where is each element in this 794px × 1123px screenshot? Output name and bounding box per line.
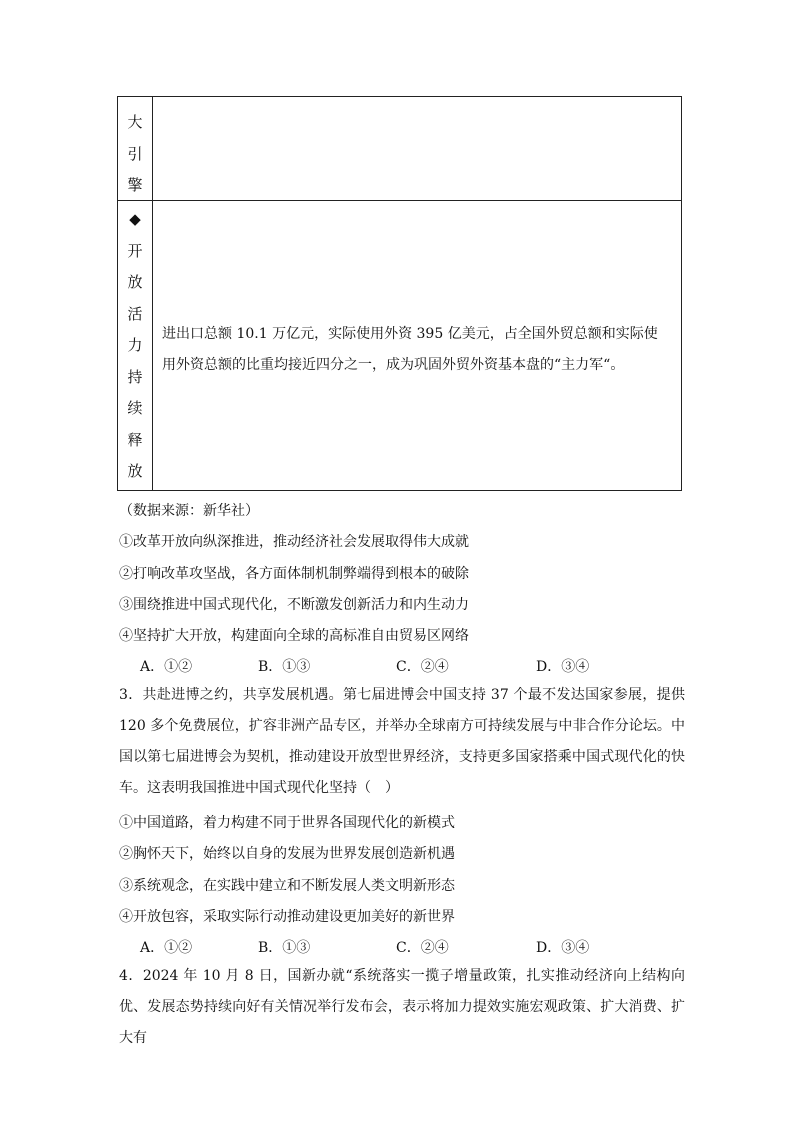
- label-char: 续: [127, 399, 143, 417]
- label-char: 放: [127, 273, 143, 291]
- label-char: 持: [127, 367, 143, 386]
- option-d[interactable]: D．③④: [536, 940, 590, 956]
- option-c[interactable]: C．②④: [396, 659, 449, 675]
- data-table: [117, 96, 682, 491]
- label-char: 擎: [127, 176, 143, 194]
- option-d[interactable]: D．③④: [536, 659, 590, 675]
- label-char: 释: [127, 430, 143, 449]
- q2-item-2: ②打响改革攻坚战，各方面体制机制弊端得到根本的破除: [119, 566, 469, 582]
- option-a[interactable]: A．①②: [140, 940, 193, 956]
- table-cell-content: 进出口总额 10.1 万亿元，实际使用外资 395 亿美元，占全国外贸总额和实际使用外资总额的比重均接近四分之一，成为巩固外贸外资基本盘的“主力军“。: [162, 326, 658, 373]
- q3-item-4: ④开放包容，采取实际行动推动建设更加美好的新世界: [119, 909, 455, 925]
- q3-item-1: ①中国道路，着力构建不同于世界各国现代化的新模式: [119, 815, 455, 831]
- label-char: 力: [127, 336, 143, 354]
- label-char: 大: [127, 113, 143, 131]
- option-a[interactable]: A．①②: [140, 659, 193, 675]
- label-char: ◆: [129, 210, 141, 228]
- row-label: [118, 107, 152, 202]
- table-row: [118, 201, 681, 490]
- q4-stem: 4．2024 年 10 月 8 日，国新办就“系统落实一揽子增量政策，扎实推动经济向上结构向优、发展态势持续向好有关情况举行发布会，表示将加力提效实施宏观政策、扩大消费、扩大有: [119, 968, 685, 1046]
- q2-item-4: ④坚持扩大开放，构建面向全球的高标准自由贸易区网络: [119, 628, 469, 644]
- q3-item-3: ③系统观念，在实践中建立和不断发展人类文明新形态: [119, 878, 455, 894]
- label-char: 放: [127, 462, 143, 480]
- q2-item-3: ③围绕推进中国式现代化，不断激发创新活力和内生动力: [119, 597, 469, 613]
- source-note: （数据来源：新华社）: [119, 503, 259, 519]
- table-row: [118, 97, 681, 201]
- option-b[interactable]: B．①③: [258, 940, 311, 956]
- row-label: [118, 204, 152, 488]
- label-char: 引: [127, 144, 143, 163]
- label-char: 开: [127, 241, 143, 260]
- column-divider: [152, 201, 153, 490]
- option-c[interactable]: C．②④: [396, 940, 449, 956]
- q2-item-1: ①改革开放向纵深推进，推动经济社会发展取得伟大成就: [119, 534, 469, 550]
- option-b[interactable]: B．①③: [258, 659, 311, 675]
- q3-stem: 3．共赴进博之约，共享发展机遇。第七届进博会中国支持 37 个最不发达国家参展，提供 120 多个免费展位，扩容非洲产品专区，并举办全球南方可持续发展与中非合作分论坛。中国以第七届进博会为契机，推动建设开放型世界经济，支持更多国家搭乘中国式现代化的快车。这表明我国推进中国式现代化坚持（ ）: [119, 687, 685, 796]
- q3-item-2: ②胸怀天下，始终以自身的发展为世界发展创造新机遇: [119, 846, 455, 862]
- label-char: 活: [127, 304, 143, 323]
- column-divider: [152, 97, 153, 200]
